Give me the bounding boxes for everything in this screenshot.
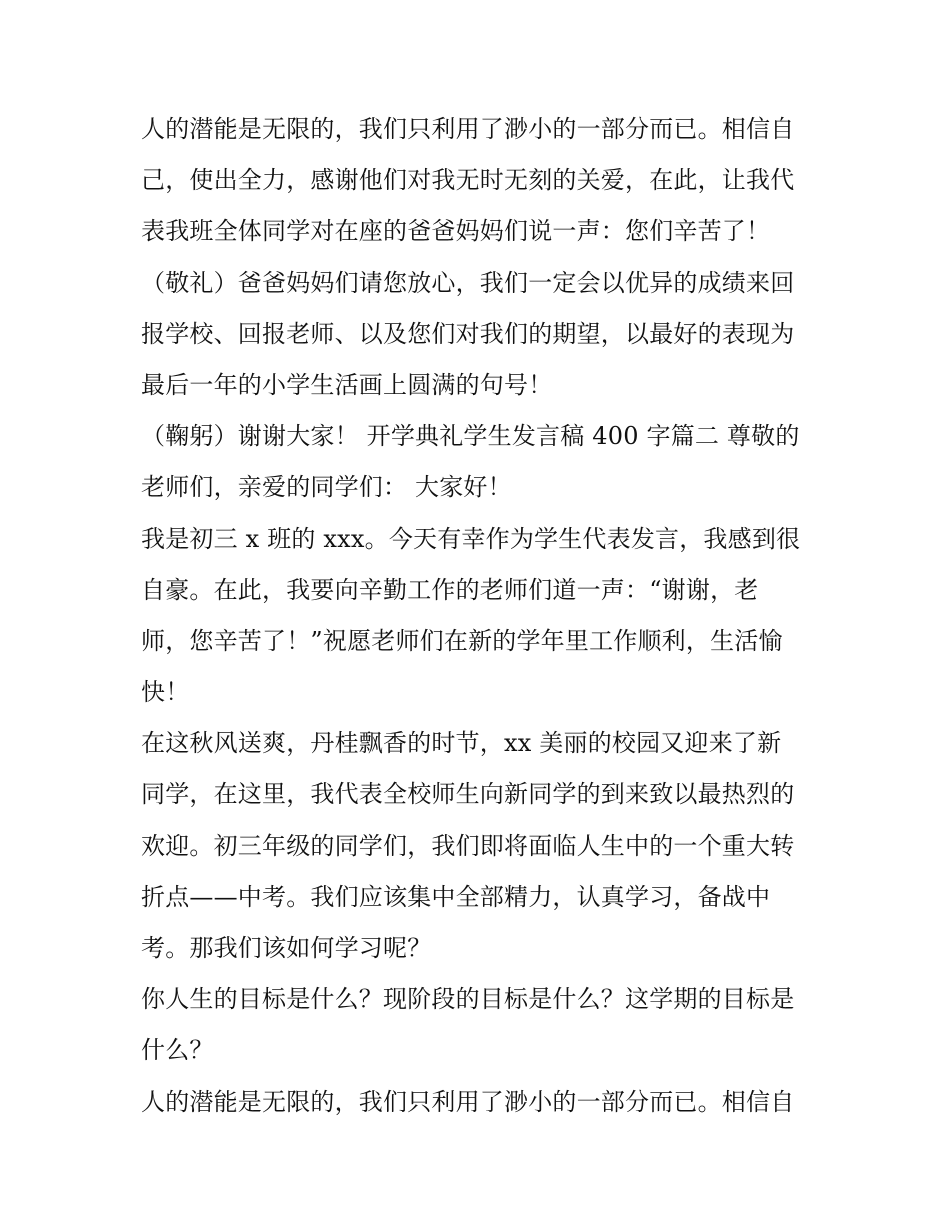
text-line: 最后一年的小学生活画上圆满的句号！ xyxy=(141,370,553,399)
text-line: 快！ xyxy=(141,678,190,707)
text-line: 折点——中考。我们应该集中全部精力，认真学习，备战中 xyxy=(141,882,771,911)
text-line: 欢迎。初三年级的同学们，我们即将面临人生中的一个重大转 xyxy=(141,831,795,860)
text-line: 什么？ xyxy=(141,1036,214,1065)
text-line: 人的潜能是无限的，我们只利用了渺小的一部分而已。相信自 xyxy=(141,115,795,143)
text-line: 考。那我们该如何学习呢？ xyxy=(141,934,432,962)
text-line: 自豪。在此，我要向辛勤工作的老师们道一声：“谢谢，老 xyxy=(141,575,759,604)
text-line: 己，使出全力，感谢他们对我无时无刻的关爱，在此，让我代 xyxy=(141,166,795,195)
text-line: 人的潜能是无限的，我们只利用了渺小的一部分而已。相信自 xyxy=(141,1087,795,1116)
text-line: 你人生的目标是什么？现阶段的目标是什么？这学期的目标是 xyxy=(141,985,795,1014)
text-line: 我是初三 x 班的 xxx。今天有幸作为学生代表发言，我感到很 xyxy=(141,524,801,553)
text-line: 师，您辛苦了！”祝愿老师们在新的学年里工作顺利，生活愉 xyxy=(141,626,783,655)
document-body xyxy=(141,104,821,1128)
text-line: 老师们，亲爱的同学们： 大家好！ xyxy=(141,473,512,502)
text-line: （敬礼）爸爸妈妈们请您放心，我们一定会以优异的成绩来回 xyxy=(141,268,795,297)
text-line: 在这秋风送爽，丹桂飘香的时节，xx 美丽的校园又迎来了新 xyxy=(141,729,782,758)
text-line: （鞠躬）谢谢大家！ 开学典礼学生发言稿 400 字篇二 尊敬的 xyxy=(141,422,800,451)
text-line: 报学校、回报老师、以及您们对我们的期望，以最好的表现为 xyxy=(141,319,795,348)
text-line: 同学，在这里，我代表全校师生向新同学的到来致以最热烈的 xyxy=(141,780,795,809)
text-line: 表我班全体同学对在座的爸爸妈妈们说一声：您们辛苦了！ xyxy=(141,217,771,246)
